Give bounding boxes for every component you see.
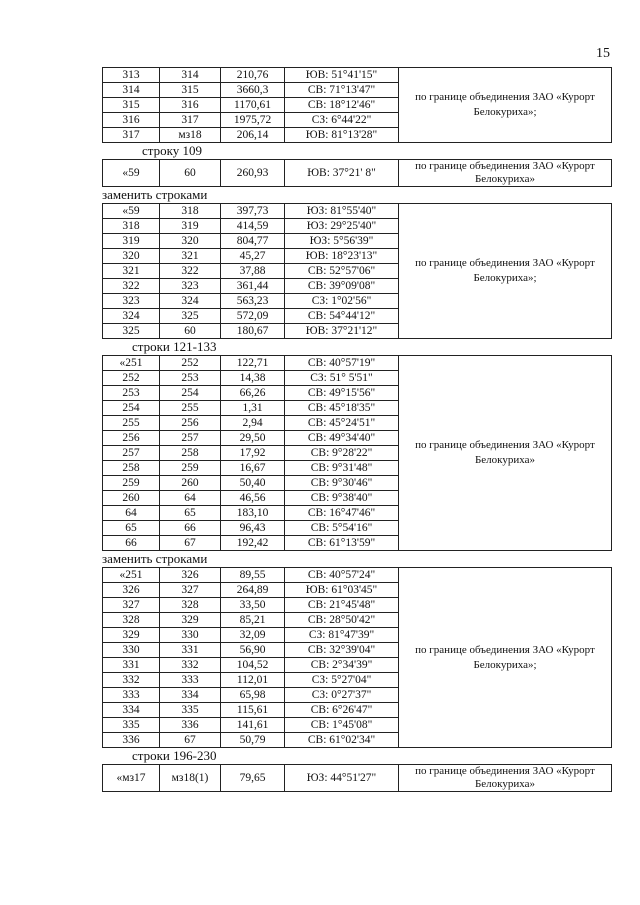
bearing-cell: ЮЗ: 44°51'27" [285,765,399,792]
bearing-cell: ЮВ: 37°21'12" [285,324,399,339]
boundary-table [102,159,612,187]
bearing-cell: СВ: 45°24'51" [285,416,399,431]
from-point-cell: «251 [103,356,160,371]
bearing-cell: СЗ: 51° 5'51" [285,371,399,386]
to-point-cell: 259 [160,461,221,476]
to-point-cell: 319 [160,219,221,234]
from-point-cell: 314 [103,83,160,98]
from-point-cell: 313 [103,68,160,83]
from-point-cell: 325 [103,324,160,339]
from-point-cell: 252 [103,371,160,386]
to-point-cell: 260 [160,476,221,491]
from-point-cell: 64 [103,506,160,521]
from-point-cell: 328 [103,613,160,628]
from-point-cell: 257 [103,446,160,461]
bearing-cell: ЮВ: 51°41'15" [285,68,399,83]
length-cell: 260,93 [221,160,285,187]
from-point-cell: 330 [103,643,160,658]
length-cell: 572,09 [221,309,285,324]
from-point-cell: 324 [103,309,160,324]
to-point-cell: 328 [160,598,221,613]
to-point-cell: 253 [160,371,221,386]
length-cell: 563,23 [221,294,285,309]
from-point-cell: 318 [103,219,160,234]
bearing-cell: СВ: 18°12'46" [285,98,399,113]
from-point-cell: 254 [103,401,160,416]
length-cell: 66,26 [221,386,285,401]
bearing-cell: СВ: 9°30'46" [285,476,399,491]
from-point-cell: 315 [103,98,160,113]
to-point-cell: 325 [160,309,221,324]
boundary-table [102,764,612,792]
from-point-cell: 323 [103,294,160,309]
bearing-cell: ЮВ: 18°23'13" [285,249,399,264]
table-row [103,765,612,792]
length-cell: 361,44 [221,279,285,294]
to-point-cell: 60 [160,324,221,339]
to-point-cell: 332 [160,658,221,673]
bearing-cell: ЮЗ: 29°25'40" [285,219,399,234]
from-point-cell: 333 [103,688,160,703]
from-point-cell: 327 [103,598,160,613]
to-point-cell: 329 [160,613,221,628]
bearing-cell: ЮВ: 37°21' 8" [285,160,399,187]
to-point-cell: 67 [160,536,221,551]
to-point-cell: 252 [160,356,221,371]
bearing-cell: ЮВ: 81°13'28" [285,128,399,143]
from-point-cell: 331 [103,658,160,673]
length-cell: 65,98 [221,688,285,703]
from-point-cell: 334 [103,703,160,718]
bearing-cell: СВ: 71°13'47" [285,83,399,98]
length-cell: 1,31 [221,401,285,416]
from-point-cell: 335 [103,718,160,733]
table-row [103,68,612,83]
boundary-note-cell: по границе объединения ЗАО «Курорт Белокуриха» [399,765,612,792]
bearing-cell: СВ: 61°02'34" [285,733,399,748]
length-cell: 32,09 [221,628,285,643]
to-point-cell: 318 [160,204,221,219]
page-number: 15 [596,46,610,61]
to-point-cell: 322 [160,264,221,279]
bearing-cell: СВ: 52°57'06" [285,264,399,279]
to-point-cell: 324 [160,294,221,309]
from-point-cell: 316 [103,113,160,128]
bearing-cell: СВ: 45°18'35" [285,401,399,416]
boundary-note-cell: по границе объединения ЗАО «Курорт Белокуриха»; [399,68,612,143]
from-point-cell: 65 [103,521,160,536]
to-point-cell: 334 [160,688,221,703]
length-cell: 104,52 [221,658,285,673]
length-cell: 46,56 [221,491,285,506]
from-point-cell: 258 [103,461,160,476]
bearing-cell: СВ: 6°26'47" [285,703,399,718]
to-point-cell: 60 [160,160,221,187]
to-point-cell: 67 [160,733,221,748]
length-cell: 37,88 [221,264,285,279]
length-cell: 3660,3 [221,83,285,98]
bearing-cell: СВ: 49°34'40" [285,431,399,446]
length-cell: 96,43 [221,521,285,536]
length-cell: 397,73 [221,204,285,219]
length-cell: 50,40 [221,476,285,491]
from-point-cell: 332 [103,673,160,688]
bearing-cell: СВ: 39°09'08" [285,279,399,294]
length-cell: 16,67 [221,461,285,476]
from-point-cell: 321 [103,264,160,279]
from-point-cell: 322 [103,279,160,294]
boundary-note-cell: по границе объединения ЗАО «Курорт Белокуриха» [399,160,612,187]
length-cell: 2,94 [221,416,285,431]
to-point-cell: мз18(1) [160,765,221,792]
table-row [103,160,612,187]
from-point-cell: 260 [103,491,160,506]
to-point-cell: 257 [160,431,221,446]
boundary-note-cell: по границе объединения ЗАО «Курорт Белокуриха» [399,356,612,551]
from-point-cell: 256 [103,431,160,446]
boundary-table [102,355,612,551]
to-point-cell: 333 [160,673,221,688]
boundary-table [102,567,612,748]
bearing-cell: ЮЗ: 5°56'39" [285,234,399,249]
boundary-table [102,203,612,339]
bearing-cell: СВ: 54°44'12" [285,309,399,324]
from-point-cell: 326 [103,583,160,598]
to-point-cell: 330 [160,628,221,643]
to-point-cell: 258 [160,446,221,461]
length-cell: 183,10 [221,506,285,521]
to-point-cell: 314 [160,68,221,83]
to-point-cell: 320 [160,234,221,249]
to-point-cell: 315 [160,83,221,98]
to-point-cell: 326 [160,568,221,583]
bearing-cell: СЗ: 5°27'04" [285,673,399,688]
boundary-table [102,67,612,143]
length-cell: 414,59 [221,219,285,234]
section-caption: заменить строками [102,187,208,202]
length-cell: 115,61 [221,703,285,718]
bearing-cell: ЮЗ: 81°55'40" [285,204,399,219]
table-row [103,568,612,583]
to-point-cell: 65 [160,506,221,521]
bearing-cell: СВ: 28°50'42" [285,613,399,628]
bearing-cell: СЗ: 81°47'39" [285,628,399,643]
length-cell: 210,76 [221,68,285,83]
from-point-cell: 253 [103,386,160,401]
to-point-cell: 256 [160,416,221,431]
bearing-cell: СВ: 1°45'08" [285,718,399,733]
from-point-cell: 259 [103,476,160,491]
section-caption: строки 121-133 [132,339,217,354]
bearing-cell: СВ: 9°28'22" [285,446,399,461]
boundary-note-cell: по границе объединения ЗАО «Курорт Белокуриха»; [399,568,612,748]
length-cell: 804,77 [221,234,285,249]
from-point-cell: «251 [103,568,160,583]
document-body [102,67,611,792]
length-cell: 1170,61 [221,98,285,113]
table-row [103,356,612,371]
bearing-cell: СВ: 61°13'59" [285,536,399,551]
bearing-cell: СВ: 49°15'56" [285,386,399,401]
to-point-cell: 335 [160,703,221,718]
length-cell: 33,50 [221,598,285,613]
length-cell: 141,61 [221,718,285,733]
from-point-cell: «59 [103,160,160,187]
bearing-cell: СВ: 5°54'16" [285,521,399,536]
bearing-cell: СВ: 9°38'40" [285,491,399,506]
length-cell: 14,38 [221,371,285,386]
length-cell: 50,79 [221,733,285,748]
bearing-cell: СВ: 40°57'19" [285,356,399,371]
bearing-cell: СЗ: 0°27'37" [285,688,399,703]
length-cell: 79,65 [221,765,285,792]
bearing-cell: СВ: 21°45'48" [285,598,399,613]
length-cell: 56,90 [221,643,285,658]
length-cell: 29,50 [221,431,285,446]
to-point-cell: 316 [160,98,221,113]
bearing-cell: ЮВ: 61°03'45" [285,583,399,598]
length-cell: 264,89 [221,583,285,598]
from-point-cell: 320 [103,249,160,264]
length-cell: 17,92 [221,446,285,461]
to-point-cell: 331 [160,643,221,658]
to-point-cell: 66 [160,521,221,536]
bearing-cell: СВ: 32°39'04" [285,643,399,658]
to-point-cell: 336 [160,718,221,733]
section-caption: строки 196-230 [132,748,217,763]
from-point-cell: «мз17 [103,765,160,792]
length-cell: 192,42 [221,536,285,551]
to-point-cell: мз18 [160,128,221,143]
from-point-cell: 329 [103,628,160,643]
bearing-cell: СВ: 2°34'39" [285,658,399,673]
bearing-cell: СВ: 9°31'48" [285,461,399,476]
table-row [103,204,612,219]
to-point-cell: 254 [160,386,221,401]
bearing-cell: СВ: 16°47'46" [285,506,399,521]
bearing-cell: СЗ: 6°44'22" [285,113,399,128]
length-cell: 112,01 [221,673,285,688]
to-point-cell: 323 [160,279,221,294]
to-point-cell: 317 [160,113,221,128]
from-point-cell: «59 [103,204,160,219]
length-cell: 206,14 [221,128,285,143]
to-point-cell: 255 [160,401,221,416]
length-cell: 85,21 [221,613,285,628]
to-point-cell: 327 [160,583,221,598]
from-point-cell: 319 [103,234,160,249]
to-point-cell: 321 [160,249,221,264]
from-point-cell: 336 [103,733,160,748]
length-cell: 45,27 [221,249,285,264]
boundary-note-cell: по границе объединения ЗАО «Курорт Белокуриха»; [399,204,612,339]
to-point-cell: 64 [160,491,221,506]
from-point-cell: 255 [103,416,160,431]
section-caption: заменить строками [102,551,208,566]
length-cell: 122,71 [221,356,285,371]
from-point-cell: 66 [103,536,160,551]
bearing-cell: СВ: 40°57'24" [285,568,399,583]
bearing-cell: СЗ: 1°02'56" [285,294,399,309]
section-caption: строку 109 [142,143,202,158]
length-cell: 89,55 [221,568,285,583]
length-cell: 1975,72 [221,113,285,128]
from-point-cell: 317 [103,128,160,143]
length-cell: 180,67 [221,324,285,339]
